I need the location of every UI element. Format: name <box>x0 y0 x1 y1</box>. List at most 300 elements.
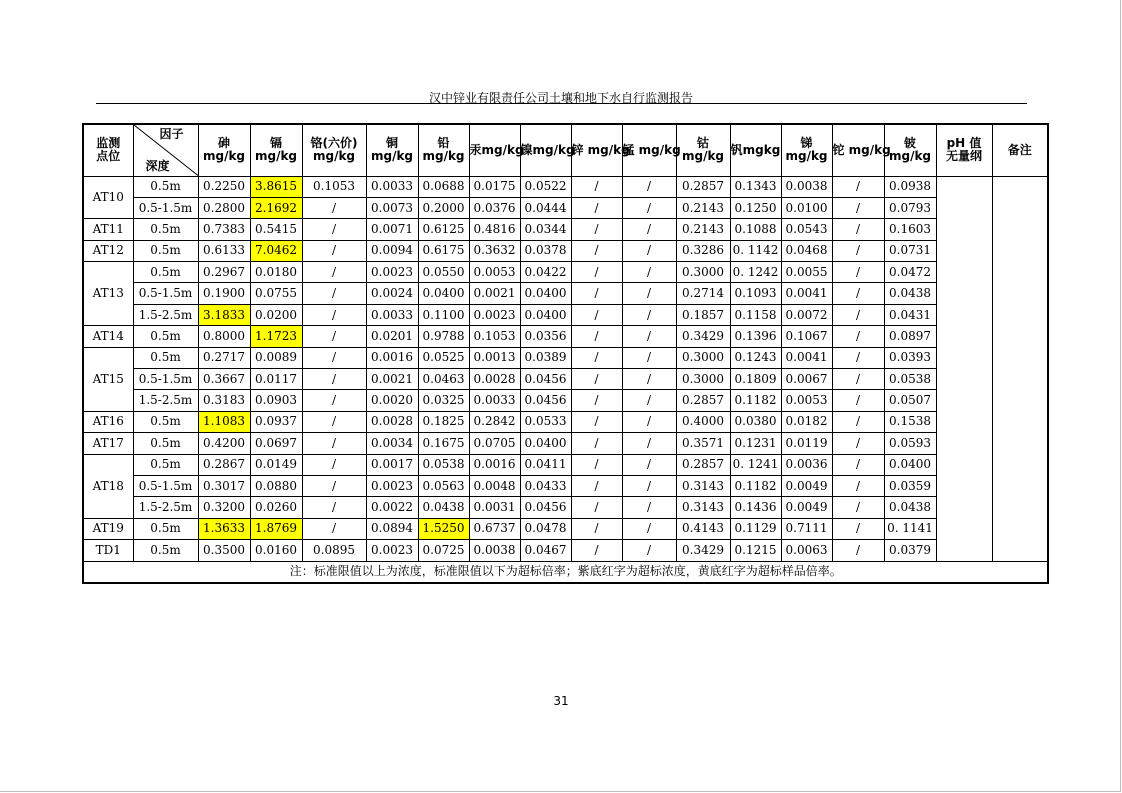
value-cell: 0.0456 <box>520 369 571 390</box>
value-cell: 0.1215 <box>730 540 781 561</box>
value-cell: 0.0028 <box>366 411 418 432</box>
value-cell: 0.0400 <box>520 433 571 454</box>
value-cell: 0.0033 <box>366 176 418 197</box>
value-cell: 0.3000 <box>676 262 730 283</box>
point-cell: AT14 <box>83 326 133 347</box>
value-cell: 0.2867 <box>198 454 250 475</box>
table-row <box>83 475 1048 496</box>
value-cell: 0.3000 <box>676 369 730 390</box>
value-cell: 0.0049 <box>781 475 832 496</box>
value-cell: 0.2857 <box>676 454 730 475</box>
value-cell: 0.0094 <box>366 240 418 261</box>
value-cell: 0.0705 <box>469 433 520 454</box>
value-cell: 0.3000 <box>676 347 730 368</box>
value-cell: / <box>302 304 366 325</box>
value-cell: 0.1603 <box>884 219 936 240</box>
table-header-row <box>83 124 1048 176</box>
table-row <box>83 326 1048 347</box>
value-cell: / <box>302 326 366 347</box>
value-cell: / <box>571 326 622 347</box>
value-cell: 0.0478 <box>520 518 571 539</box>
column-header-unit: mg/kg <box>202 149 246 164</box>
value-cell: 0.3571 <box>676 433 730 454</box>
table-row <box>83 390 1048 411</box>
value-cell: 0.4816 <box>469 219 520 240</box>
value-cell: / <box>571 347 622 368</box>
value-cell: 3.1833 <box>198 304 250 325</box>
value-cell: 0.0016 <box>469 454 520 475</box>
value-cell: 0.0463 <box>418 369 469 390</box>
value-cell: / <box>571 369 622 390</box>
point-header-line2: 点位 <box>96 149 121 164</box>
report-header-title: 汉中锌业有限责任公司土壤和地下水自行监测报告 <box>428 91 693 105</box>
value-cell: 0.3183 <box>198 390 250 411</box>
depth-cell: 0.5m <box>133 411 198 432</box>
table-row <box>83 176 1048 197</box>
value-cell: 0.0021 <box>366 369 418 390</box>
value-cell: 0.1053 <box>302 176 366 197</box>
depth-cell: 1.5-2.5m <box>133 304 198 325</box>
column-header-name: 铅 <box>437 136 450 151</box>
column-header-1 <box>250 124 302 176</box>
value-cell: / <box>832 411 884 432</box>
value-cell: 0.0379 <box>884 540 936 561</box>
value-cell: / <box>622 347 676 368</box>
value-cell: 0.0067 <box>781 369 832 390</box>
table-row <box>83 411 1048 432</box>
value-cell: 0.0550 <box>418 262 469 283</box>
value-cell: / <box>832 326 884 347</box>
value-cell: 0.0433 <box>520 475 571 496</box>
value-cell: 0.1538 <box>884 411 936 432</box>
value-cell: / <box>571 219 622 240</box>
depth-cell: 1.5-2.5m <box>133 497 198 518</box>
value-cell: / <box>571 240 622 261</box>
value-cell: 0.0023 <box>366 475 418 496</box>
column-header-14 <box>936 124 992 176</box>
value-cell: / <box>832 240 884 261</box>
value-cell: 0.3200 <box>198 497 250 518</box>
value-cell: 0.0356 <box>520 326 571 347</box>
value-cell: 0.4200 <box>198 433 250 454</box>
column-header-name: 备注 <box>1007 142 1032 157</box>
value-cell: / <box>622 497 676 518</box>
value-cell: 0.0063 <box>781 540 832 561</box>
value-cell: 0.0731 <box>884 240 936 261</box>
value-cell: / <box>302 262 366 283</box>
column-header-unit: mg/kg <box>681 149 725 164</box>
point-cell: AT10 <box>83 176 133 219</box>
value-cell: 0.0024 <box>366 283 418 304</box>
value-cell: 0.0793 <box>884 197 936 218</box>
column-header-12 <box>832 124 891 176</box>
value-cell: 0.0411 <box>520 454 571 475</box>
value-cell: 0.0538 <box>418 454 469 475</box>
value-cell: 0.0016 <box>366 347 418 368</box>
value-cell: 0.1053 <box>469 326 520 347</box>
value-cell: 0. 1142 <box>730 240 781 261</box>
value-cell: 0.0013 <box>469 347 520 368</box>
point-cell: TD1 <box>83 540 133 561</box>
value-cell: 0.1093 <box>730 283 781 304</box>
value-cell: 0.0897 <box>884 326 936 347</box>
table-row <box>83 347 1048 368</box>
value-cell: 0.0438 <box>884 497 936 518</box>
value-cell: 0.3429 <box>676 326 730 347</box>
depth-cell: 0.5m <box>133 326 198 347</box>
value-cell: 0.0160 <box>250 540 302 561</box>
value-cell: 0.0034 <box>366 433 418 454</box>
value-cell: 0.1809 <box>730 369 781 390</box>
column-header-3 <box>366 124 418 176</box>
value-cell: 0.0467 <box>520 540 571 561</box>
value-cell: / <box>622 411 676 432</box>
value-cell: 0.3017 <box>198 475 250 496</box>
value-cell: 0.1675 <box>418 433 469 454</box>
value-cell: 0.0525 <box>418 347 469 368</box>
value-cell: / <box>571 433 622 454</box>
column-header-5 <box>469 124 524 176</box>
table-row <box>83 262 1048 283</box>
value-cell: 0.0533 <box>520 411 571 432</box>
value-cell: / <box>832 262 884 283</box>
column-header-15 <box>992 124 1048 176</box>
value-cell: 0.2842 <box>469 411 520 432</box>
depth-cell: 0.5m <box>133 176 198 197</box>
value-cell: 0.0023 <box>366 540 418 561</box>
value-cell: / <box>622 433 676 454</box>
value-cell: / <box>571 197 622 218</box>
column-header-name: 汞mg/kg <box>469 142 524 157</box>
value-cell: 0.9788 <box>418 326 469 347</box>
value-cell: / <box>622 369 676 390</box>
column-header-name: 锌 mg/kg <box>571 142 630 157</box>
ph-cell <box>936 176 992 561</box>
value-cell: 0.1343 <box>730 176 781 197</box>
value-cell: / <box>622 283 676 304</box>
value-cell: / <box>622 540 676 561</box>
value-cell: 0.1857 <box>676 304 730 325</box>
value-cell: 0.2000 <box>418 197 469 218</box>
value-cell: 0.0393 <box>884 347 936 368</box>
value-cell: 1.1083 <box>198 411 250 432</box>
column-header-name: 铊 mg/kg <box>832 142 891 157</box>
value-cell: 0.0201 <box>366 326 418 347</box>
value-cell: 0.0180 <box>250 262 302 283</box>
value-cell: 0.0022 <box>366 497 418 518</box>
value-cell: 0.0422 <box>520 262 571 283</box>
column-header-name: pH 值 <box>946 136 982 151</box>
table-row <box>83 454 1048 475</box>
value-cell: 0.0895 <box>302 540 366 561</box>
value-cell: 0.7383 <box>198 219 250 240</box>
value-cell: 0.0380 <box>730 411 781 432</box>
value-cell: 0.0688 <box>418 176 469 197</box>
value-cell: / <box>832 304 884 325</box>
column-header-name: 镍mg/kg <box>520 142 575 157</box>
value-cell: / <box>571 304 622 325</box>
value-cell: 0.0400 <box>418 283 469 304</box>
value-cell: 0.1250 <box>730 197 781 218</box>
value-cell: / <box>622 219 676 240</box>
point-cell: AT11 <box>83 219 133 240</box>
column-header-unit: mg/kg <box>422 149 465 164</box>
value-cell: 0.0538 <box>884 369 936 390</box>
value-cell: 0.6133 <box>198 240 250 261</box>
value-cell: / <box>832 497 884 518</box>
value-cell: / <box>622 518 676 539</box>
column-header-13 <box>884 124 936 176</box>
value-cell: 0.7111 <box>781 518 832 539</box>
depth-cell: 0.5m <box>133 347 198 368</box>
column-header-0 <box>198 124 250 176</box>
value-cell: 0.0376 <box>469 197 520 218</box>
value-cell: 0.0697 <box>250 433 302 454</box>
value-cell: 0.0894 <box>366 518 418 539</box>
value-cell: 0.0400 <box>884 454 936 475</box>
table-note: 注：标准限值以上为浓度，标准限值以下为超标倍率；紫底红字为超标浓度，黄底红字为超标样品倍率。 <box>83 561 1048 583</box>
value-cell: 0.0260 <box>250 497 302 518</box>
value-cell: 0.0472 <box>884 262 936 283</box>
monitoring-data-table <box>82 123 1049 584</box>
value-cell: 0.0117 <box>250 369 302 390</box>
value-cell: / <box>571 540 622 561</box>
table-row <box>83 518 1048 539</box>
value-cell: 0.3143 <box>676 475 730 496</box>
column-header-name: 锑 <box>800 136 813 151</box>
value-cell: 0.1100 <box>418 304 469 325</box>
value-cell: 0.0028 <box>469 369 520 390</box>
value-cell: / <box>832 454 884 475</box>
value-cell: 0.0033 <box>366 304 418 325</box>
value-cell: / <box>832 283 884 304</box>
value-cell: / <box>832 219 884 240</box>
page-number: 31 <box>553 694 569 708</box>
value-cell: 0.6737 <box>469 518 520 539</box>
value-cell: 0.0071 <box>366 219 418 240</box>
value-cell: / <box>832 347 884 368</box>
value-cell: 0.1231 <box>730 433 781 454</box>
depth-cell: 0.5m <box>133 262 198 283</box>
value-cell: / <box>571 262 622 283</box>
value-cell: / <box>571 497 622 518</box>
value-cell: / <box>571 390 622 411</box>
value-cell: 0.1900 <box>198 283 250 304</box>
column-header-name: 镉 <box>269 136 282 151</box>
value-cell: 0.0938 <box>884 176 936 197</box>
point-header-line1: 监测 <box>96 136 121 151</box>
column-header-name: 铜 <box>385 136 398 151</box>
value-cell: 0.0149 <box>250 454 302 475</box>
value-cell: / <box>571 475 622 496</box>
value-cell: / <box>302 219 366 240</box>
value-cell: 0.5415 <box>250 219 302 240</box>
table-row <box>83 433 1048 454</box>
value-cell: 0.0593 <box>884 433 936 454</box>
header-rule <box>96 103 1027 104</box>
column-header-unit: 无量纲 <box>945 149 982 164</box>
value-cell: 0.0563 <box>418 475 469 496</box>
value-cell: 0.1396 <box>730 326 781 347</box>
value-cell: 1.8769 <box>250 518 302 539</box>
value-cell: / <box>832 197 884 218</box>
depth-cell: 0.5-1.5m <box>133 283 198 304</box>
depth-cell: 0.5m <box>133 219 198 240</box>
value-cell: / <box>302 518 366 539</box>
value-cell: / <box>832 433 884 454</box>
value-cell: / <box>302 197 366 218</box>
factor-depth-corner-cell <box>133 124 198 176</box>
value-cell: 0.0041 <box>781 347 832 368</box>
value-cell: 0.1067 <box>781 326 832 347</box>
value-cell: / <box>302 369 366 390</box>
value-cell: / <box>571 283 622 304</box>
table-row <box>83 540 1048 561</box>
column-header-name: 钒mgkg <box>730 142 781 157</box>
value-cell: 0.1182 <box>730 475 781 496</box>
value-cell: 0.0072 <box>781 304 832 325</box>
value-cell: 0.0456 <box>520 497 571 518</box>
value-cell: 0.6175 <box>418 240 469 261</box>
value-cell: 0.0344 <box>520 219 571 240</box>
value-cell: 0.2143 <box>676 219 730 240</box>
column-header-name: 钴 <box>696 136 709 151</box>
value-cell: / <box>622 197 676 218</box>
value-cell: 0.2714 <box>676 283 730 304</box>
value-cell: 0.0200 <box>250 304 302 325</box>
value-cell: 3.8615 <box>250 176 302 197</box>
value-cell: 7.0462 <box>250 240 302 261</box>
column-header-6 <box>520 124 575 176</box>
value-cell: 0.3429 <box>676 540 730 561</box>
column-header-unit: mg/kg <box>254 149 298 164</box>
column-header-name: 铬(六价) <box>310 136 358 151</box>
point-cell: AT19 <box>83 518 133 539</box>
value-cell: 0.0055 <box>781 262 832 283</box>
column-header-11 <box>781 124 832 176</box>
table-row <box>83 369 1048 390</box>
value-cell: 0.0543 <box>781 219 832 240</box>
value-cell: / <box>302 433 366 454</box>
value-cell: 0.1158 <box>730 304 781 325</box>
value-cell: 0.0038 <box>469 540 520 561</box>
value-cell: / <box>622 326 676 347</box>
depth-cell: 0.5-1.5m <box>133 369 198 390</box>
value-cell: / <box>571 411 622 432</box>
value-cell: 0.3632 <box>469 240 520 261</box>
value-cell: 0.0903 <box>250 390 302 411</box>
table-row <box>83 497 1048 518</box>
value-cell: 0.0031 <box>469 497 520 518</box>
value-cell: / <box>571 176 622 197</box>
value-cell: 0.0119 <box>781 433 832 454</box>
value-cell: / <box>832 540 884 561</box>
value-cell: 0.1825 <box>418 411 469 432</box>
note-row <box>83 561 1048 583</box>
column-header-name: 铍 <box>903 136 916 151</box>
value-cell: / <box>302 347 366 368</box>
value-cell: 0. 1242 <box>730 262 781 283</box>
value-cell: / <box>622 475 676 496</box>
value-cell: 0.2800 <box>198 197 250 218</box>
value-cell: / <box>622 240 676 261</box>
depth-cell: 0.5-1.5m <box>133 197 198 218</box>
value-cell: 0.0038 <box>781 176 832 197</box>
value-cell: / <box>622 176 676 197</box>
table-row <box>83 197 1048 218</box>
value-cell: 0.0073 <box>366 197 418 218</box>
value-cell: 0.2967 <box>198 262 250 283</box>
value-cell: / <box>302 411 366 432</box>
value-cell: 0.3286 <box>676 240 730 261</box>
point-cell: AT13 <box>83 262 133 326</box>
column-header-9 <box>676 124 730 176</box>
value-cell: / <box>622 262 676 283</box>
value-cell: 0.0468 <box>781 240 832 261</box>
value-cell: 0.1088 <box>730 219 781 240</box>
value-cell: 0.1436 <box>730 497 781 518</box>
value-cell: 0.3500 <box>198 540 250 561</box>
value-cell: 0.1129 <box>730 518 781 539</box>
corner-depth-label: 深度 <box>145 158 170 173</box>
value-cell: 1.3633 <box>198 518 250 539</box>
depth-cell: 0.5-1.5m <box>133 475 198 496</box>
value-cell: 2.1692 <box>250 197 302 218</box>
value-cell: / <box>302 497 366 518</box>
value-cell: / <box>302 390 366 411</box>
column-header-unit: mg/kg <box>888 149 932 164</box>
value-cell: 0.0725 <box>418 540 469 561</box>
value-cell: / <box>302 240 366 261</box>
value-cell: 0.0378 <box>520 240 571 261</box>
value-cell: 0.3143 <box>676 497 730 518</box>
value-cell: / <box>832 475 884 496</box>
table-row <box>83 240 1048 261</box>
depth-cell: 0.5m <box>133 240 198 261</box>
value-cell: 0. 1141 <box>884 518 936 539</box>
value-cell: 0.2143 <box>676 197 730 218</box>
point-cell: AT16 <box>83 411 133 432</box>
value-cell: 0.2717 <box>198 347 250 368</box>
column-header-4 <box>418 124 469 176</box>
value-cell: 0.0020 <box>366 390 418 411</box>
value-cell: 0.4143 <box>676 518 730 539</box>
value-cell: 0.0053 <box>469 262 520 283</box>
value-cell: 0.3667 <box>198 369 250 390</box>
value-cell: 0.0021 <box>469 283 520 304</box>
corner-factor-label: 因子 <box>159 127 184 141</box>
value-cell: 0.0023 <box>366 262 418 283</box>
depth-cell: 0.5m <box>133 518 198 539</box>
value-cell: 0.0438 <box>884 283 936 304</box>
depth-cell: 0.5m <box>133 454 198 475</box>
value-cell: / <box>622 304 676 325</box>
column-header-name: 锰 mg/kg <box>622 142 681 157</box>
value-cell: 0.2250 <box>198 176 250 197</box>
value-cell: 0.0456 <box>520 390 571 411</box>
value-cell: / <box>832 369 884 390</box>
value-cell: 1.5250 <box>418 518 469 539</box>
value-cell: 0.0182 <box>781 411 832 432</box>
table-row <box>83 304 1048 325</box>
depth-cell: 0.5m <box>133 540 198 561</box>
depth-cell: 0.5m <box>133 433 198 454</box>
column-header-unit: mg/kg <box>785 149 828 164</box>
value-cell: 0.0049 <box>781 497 832 518</box>
depth-cell: 1.5-2.5m <box>133 390 198 411</box>
point-cell: AT15 <box>83 347 133 411</box>
value-cell: 0.2857 <box>676 176 730 197</box>
